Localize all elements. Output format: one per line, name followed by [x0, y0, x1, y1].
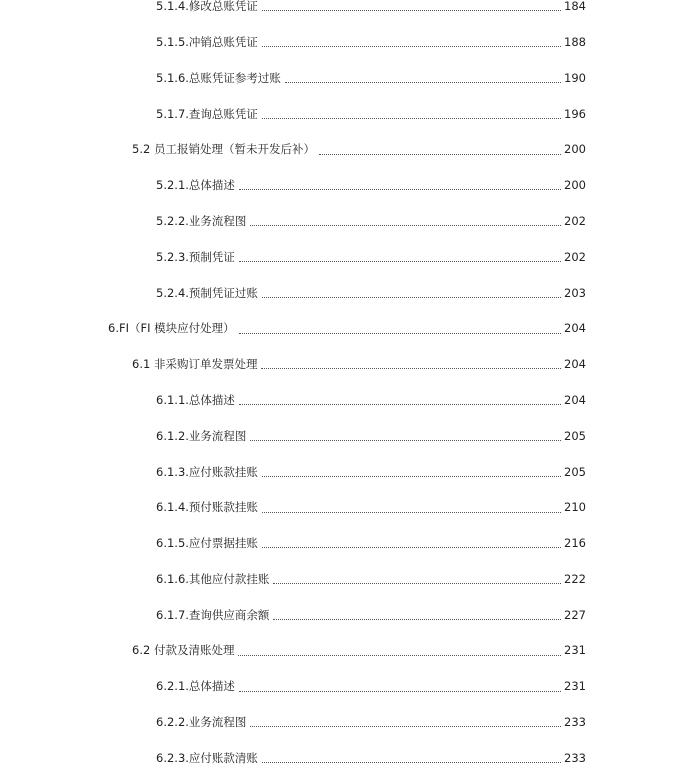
toc-entry-6-2-1[interactable] — [0, 669, 682, 705]
toc-entry-label: 5.1.5.冲销总账凭证 — [156, 34, 258, 49]
toc-page-number: 205 — [564, 464, 586, 479]
toc-dot-leader — [273, 619, 561, 620]
toc-page-number: 233 — [564, 750, 586, 765]
toc-page-number: 204 — [564, 392, 586, 407]
toc-entry-6-1-1[interactable] — [0, 383, 682, 419]
toc-page-number: 200 — [564, 178, 586, 193]
toc-page-number: 204 — [564, 357, 586, 372]
toc-entry-6-1-5[interactable] — [0, 526, 682, 562]
toc-page-number: 227 — [564, 607, 586, 622]
toc-entry-5-2-1[interactable] — [0, 168, 682, 204]
toc-dot-leader — [250, 726, 561, 727]
toc-entry-label: 5.2.1.总体描述 — [156, 178, 235, 193]
toc-dot-leader — [262, 46, 561, 47]
toc-page-number: 202 — [564, 213, 586, 228]
toc-entry-label: 6.1 非采购订单发票处理 — [132, 357, 258, 372]
toc-page-number: 200 — [564, 142, 586, 157]
toc-page-number: 202 — [564, 249, 586, 264]
toc-page-number: 203 — [564, 285, 586, 300]
toc-dot-leader — [262, 762, 561, 763]
toc-page-number: 188 — [564, 34, 586, 49]
toc-page-number: 231 — [564, 643, 586, 658]
toc-entry-label: 5.2.4.预制凭证过账 — [156, 285, 258, 300]
toc-dot-leader — [262, 297, 561, 298]
toc-entry-label: 6.1.6.其他应付款挂账 — [156, 571, 270, 586]
toc-entry-6-1-2[interactable] — [0, 419, 682, 455]
toc-dot-leader — [238, 655, 561, 656]
toc-dot-leader — [319, 154, 561, 155]
toc-dot-leader — [262, 476, 561, 477]
toc-dot-leader — [262, 512, 561, 513]
toc-dot-leader — [239, 261, 561, 262]
toc-entry-label: 5.2.2.业务流程图 — [156, 213, 247, 228]
toc-entry-5-1-7[interactable] — [0, 96, 682, 132]
toc-entry-5-2-4[interactable] — [0, 275, 682, 311]
toc-dot-leader — [261, 368, 561, 369]
toc-entry-5-1-6[interactable] — [0, 61, 682, 97]
toc-dot-leader — [285, 82, 561, 83]
toc-dot-leader — [239, 691, 561, 692]
toc-dot-leader — [239, 333, 561, 334]
toc-dot-leader — [273, 583, 561, 584]
toc-page-number: 233 — [564, 715, 586, 730]
toc-entry-label: 6.1.2.业务流程图 — [156, 428, 247, 443]
toc-entry-label: 5.1.4.修改总账凭证 — [156, 0, 258, 14]
toc-entry-6-1-3[interactable] — [0, 454, 682, 490]
toc-dot-leader — [250, 225, 561, 226]
toc-entry-label: 6.2.1.总体描述 — [156, 679, 235, 694]
toc-page-number: 190 — [564, 70, 586, 85]
toc-entry-6-2[interactable] — [0, 633, 682, 669]
toc-page-number: 231 — [564, 679, 586, 694]
toc-dot-leader — [262, 547, 561, 548]
toc-page-number: 205 — [564, 428, 586, 443]
toc-entry-label: 6.1.1.总体描述 — [156, 392, 235, 407]
toc-page-number: 204 — [564, 321, 586, 336]
toc-entry-label: 6.1.5.应付票据挂账 — [156, 536, 258, 551]
toc-entry-6-1-7[interactable] — [0, 598, 682, 634]
toc-dot-leader — [250, 440, 561, 441]
toc-dot-leader — [239, 189, 561, 190]
toc-entry-label: 6.2.3.应付账款清账 — [156, 750, 258, 765]
toc-entry-5-1-4[interactable] — [0, 0, 682, 25]
toc-entry-6-1-4[interactable] — [0, 490, 682, 526]
toc-entry-6-2-3[interactable] — [0, 741, 682, 768]
toc-page-number: 216 — [564, 536, 586, 551]
toc-page-number: 196 — [564, 106, 586, 121]
toc-entry-label: 6.2.2.业务流程图 — [156, 715, 247, 730]
toc-page-number: 184 — [564, 0, 586, 14]
toc-entry-6-2-2[interactable] — [0, 705, 682, 741]
toc-entry-5-2-3[interactable] — [0, 240, 682, 276]
toc-entry-6-1-6[interactable] — [0, 562, 682, 598]
toc-dot-leader — [239, 404, 561, 405]
toc-dot-leader — [262, 10, 561, 11]
toc-entry-label: 5.2.3.预制凭证 — [156, 249, 235, 264]
toc-entry-label: 6.1.7.查询供应商余额 — [156, 607, 270, 622]
toc-entry-6[interactable] — [0, 311, 682, 347]
toc-entry-label: 6.2 付款及清账处理 — [132, 643, 235, 658]
toc-entry-label: 6.1.4.预付账款挂账 — [156, 500, 258, 515]
toc-page-number: 210 — [564, 500, 586, 515]
toc-entry-label: 5.1.7.查询总账凭证 — [156, 106, 258, 121]
toc-entry-6-1[interactable] — [0, 347, 682, 383]
toc-entry-label: 5.2 员工报销处理（暂未开发后补） — [132, 142, 315, 157]
toc-page-number: 222 — [564, 571, 586, 586]
toc-entry-label: 6.FI（FI 模块应付处理） — [108, 321, 235, 336]
toc-entry-label: 6.1.3.应付账款挂账 — [156, 464, 258, 479]
toc-dot-leader — [262, 118, 561, 119]
toc-entry-5-1-5[interactable] — [0, 25, 682, 61]
toc-entry-5-2-2[interactable] — [0, 204, 682, 240]
toc-entry-5-2[interactable] — [0, 132, 682, 168]
toc-entry-label: 5.1.6.总账凭证参考过账 — [156, 70, 281, 85]
